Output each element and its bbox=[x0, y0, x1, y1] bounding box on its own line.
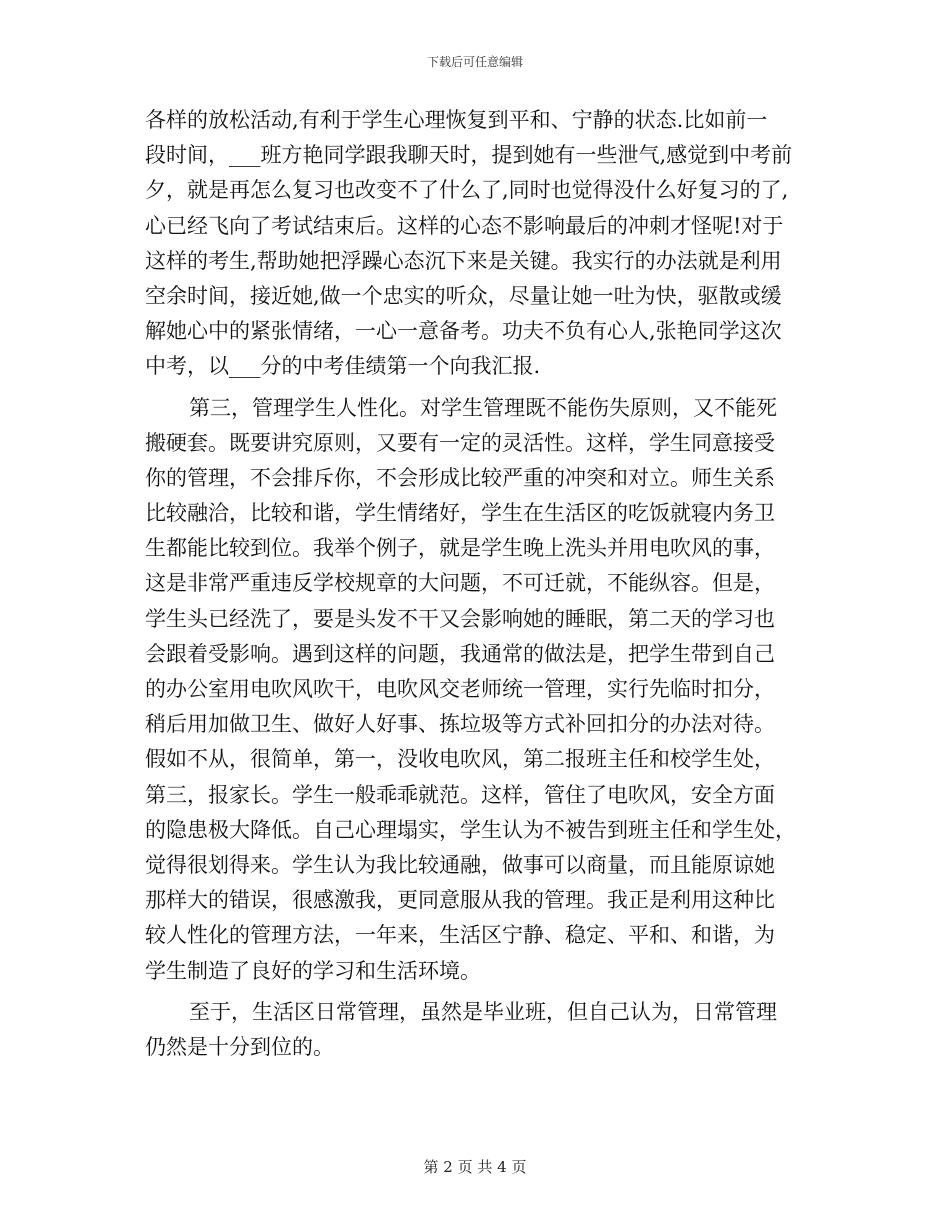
text-line: 这是非常严重违反学校规章的大问题，不可迁就，不能纵容。但是， bbox=[145, 571, 775, 596]
text-line: 生都能比较到位。我举个例子，就是学生晚上洗头并用电吹风的事， bbox=[145, 536, 775, 561]
text-line: 各样的放松活动,有利于学生心理恢复到平和、宁静的状态.比如前一 bbox=[145, 108, 768, 132]
text-line: 第三，报家长。学生一般乖乖就范。这样，管住了电吹风，安全方面 bbox=[145, 782, 775, 807]
page-header: 下载后可任意编辑 bbox=[426, 55, 523, 69]
page-number: 第 2 页 共 4 页 bbox=[423, 1158, 527, 1176]
text-line: 夕，就是再怎么复习也改变不了什么了,同时也觉得没什么好复习的了, bbox=[145, 178, 789, 203]
text-line: 搬硬套。既要讲究原则，又要有一定的灵活性。这样，学生同意接受 bbox=[145, 430, 775, 455]
text-line: 解她心中的紧张情绪，一心一意备考。功夫不负有心人,张艳同学这次 bbox=[145, 319, 782, 344]
text-line: 中考，以___分的中考佳绩第一个向我汇报. bbox=[145, 354, 541, 379]
text-line: 段时间，___班方艳同学跟我聊天时，提到她有一些泄气,感觉到中考前 bbox=[145, 143, 793, 168]
text-line: 的办公室用电吹风吹干，电吹风交老师统一管理，实行先临时扣分， bbox=[145, 677, 775, 701]
text-line: 稍后用加做卫生、做好人好事、拣垃圾等方式补回扣分的办法对待。 bbox=[145, 712, 775, 737]
text-line: 会跟着受影响。遇到这样的问题，我通常的做法是，把学生带到自己 bbox=[145, 641, 775, 666]
text-line: 仍然是十分到位的。 bbox=[145, 1034, 334, 1059]
text-line: 的隐患极大降低。自己心理塌实，学生认为不被告到班主任和学生处， bbox=[145, 817, 796, 842]
text-line: 假如不从，很简单，第一，没收电吹风，第二报班主任和校学生处， bbox=[145, 747, 775, 772]
text-line: 这样的考生,帮助她把浮躁心态沉下来是关键。我实行的办法就是利用 bbox=[145, 248, 782, 273]
text-line: 空余时间，接近她,做一个忠实的听众，尽量让她一吐为快，驱散或缓 bbox=[145, 283, 782, 308]
text-line: 学生制造了良好的学习和生活环境。 bbox=[145, 958, 481, 983]
text-line: 较人性化的管理方法，一年来，生活区宁静、稳定、平和、和谐，为 bbox=[145, 923, 775, 948]
text-line: 你的管理，不会排斥你，不会形成比较严重的冲突和对立。师生关系 bbox=[145, 465, 775, 490]
document-body bbox=[145, 103, 815, 1065]
text-line: 觉得很划得来。学生认为我比较通融，做事可以商量，而且能原谅她 bbox=[145, 852, 775, 877]
text-line: 心已经飞向了考试结束后。这样的心态不影响最后的冲刺才怪呢!对于 bbox=[145, 213, 784, 238]
text-line: 比较融洽，比较和谐，学生情绪好，学生在生活区的吃饭就寝内务卫 bbox=[145, 501, 775, 526]
text-line: 至于，生活区日常管理，虽然是毕业班，但自己认为，日常管理 bbox=[189, 999, 777, 1024]
text-line: 那样大的错误，很感激我，更同意服从我的管理。我正是利用这种比 bbox=[145, 888, 775, 913]
text-line: 学生头已经洗了，要是头发不干又会影响她的睡眠，第二天的学习也 bbox=[145, 606, 775, 631]
text-line: 第三，管理学生人性化。对学生管理既不能伤失原则，又不能死 bbox=[189, 395, 777, 420]
